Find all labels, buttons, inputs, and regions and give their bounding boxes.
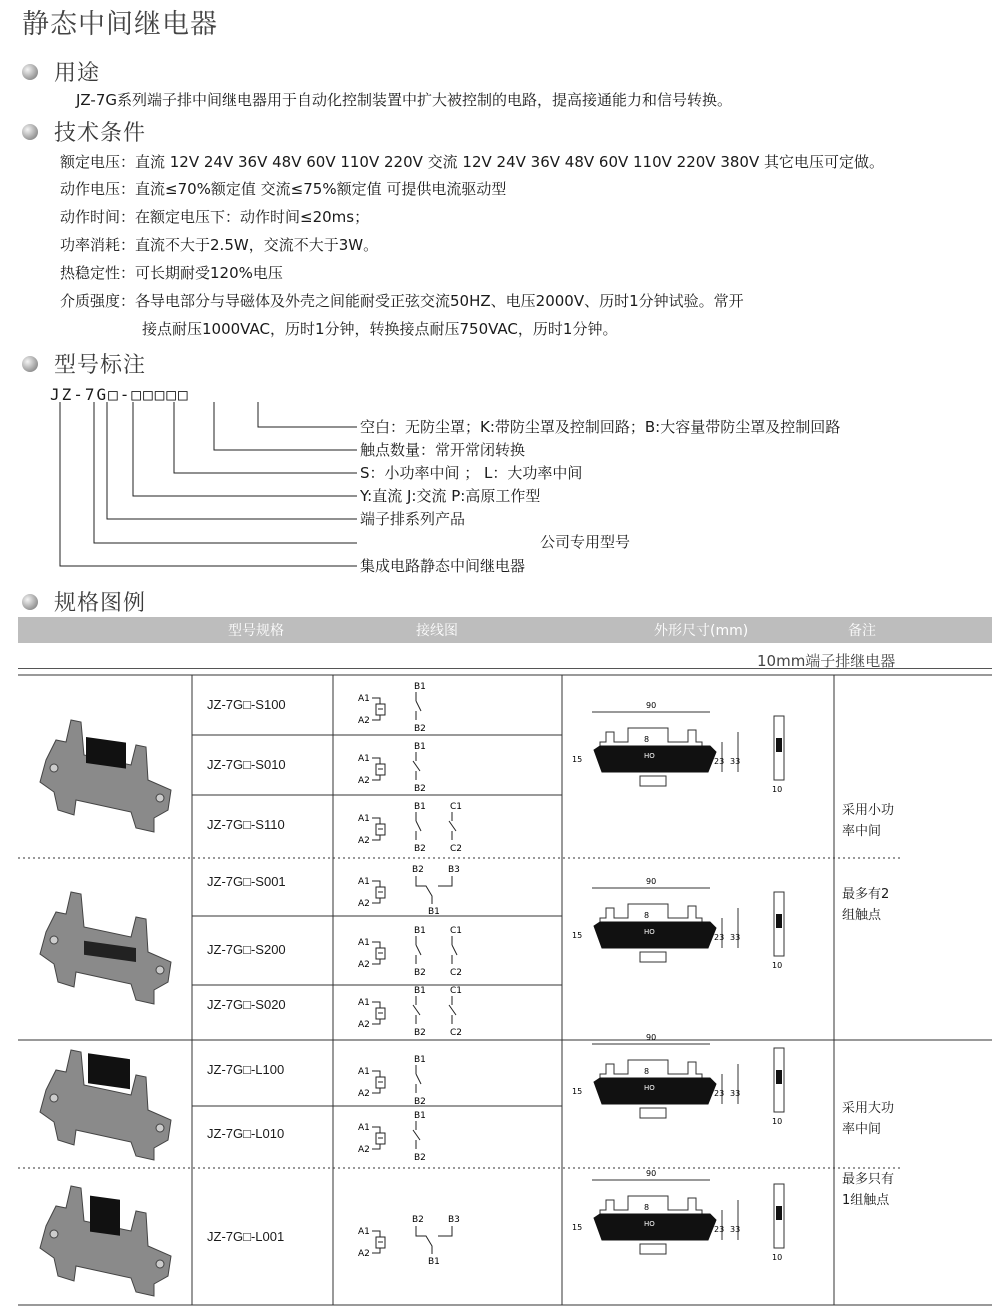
wiring-label-a2: A2 [358, 960, 370, 970]
wiring-label-a2: A2 [358, 899, 370, 909]
dimension-drawing [572, 1033, 784, 1126]
dim-depth: 10 [772, 961, 783, 970]
remark: 采用小功率中间 [842, 803, 895, 839]
dimension-drawing [572, 1169, 784, 1262]
section-heading: 规格图例 [54, 591, 147, 616]
usage-text: JZ-7G系列端子排中间继电器用于自动化控制装置中扩大被控制的电路，提高接通能力和信号转换。 [76, 91, 733, 109]
dim-depth: 10 [772, 1253, 783, 1262]
model-name: JZ-7G□-L100 [207, 1062, 285, 1077]
dim-pin: 8 [644, 1203, 650, 1212]
dim-width: 90 [646, 1169, 657, 1178]
wiring-label: B1 [414, 1055, 426, 1065]
dim-width: 90 [646, 877, 657, 886]
dim-h1: 23 [714, 1089, 725, 1098]
wiring-label-b1: B1 [428, 907, 440, 917]
header-wiring: 接线图 [416, 623, 458, 639]
wiring-label: B1 [414, 802, 426, 812]
wiring-label-a1: A1 [358, 998, 370, 1008]
dim-side: 15 [572, 1087, 583, 1096]
wiring-label-a1: A1 [358, 1067, 370, 1077]
dim-h1: 23 [714, 933, 725, 942]
dim-h2: 33 [730, 1089, 741, 1098]
wiring-label-a2: A2 [358, 1145, 370, 1155]
dim-side: 15 [572, 755, 583, 764]
wiring-label-a2: A2 [358, 776, 370, 786]
wiring-label: C2 [450, 1028, 463, 1038]
rail-clip [640, 776, 666, 786]
dim-side: 15 [572, 1223, 583, 1232]
wiring-label: B1 [414, 926, 426, 936]
model-name: JZ-7G□-L010 [207, 1126, 285, 1141]
tech-line: 动作时间：在额定电压下：动作时间≤20ms； [60, 208, 370, 226]
dim-side: 15 [572, 931, 583, 940]
dim-mark: HO [644, 752, 655, 760]
wiring-label: B2 [414, 724, 426, 734]
remark: 最多有2组触点 [842, 887, 890, 923]
model-name: JZ-7G□-L001 [207, 1229, 285, 1244]
wiring-label: C1 [450, 802, 463, 812]
wiring-label-b3: B3 [448, 1215, 460, 1225]
wiring-label-a2: A2 [358, 716, 370, 726]
relay-side-body [776, 914, 782, 928]
wiring-label: B2 [414, 968, 426, 978]
wiring-label-b3: B3 [448, 865, 460, 875]
model-name: JZ-7G□-S100 [207, 697, 286, 712]
dim-h1: 23 [714, 757, 725, 766]
wiring-label: B2 [414, 1153, 426, 1163]
tech-line-continuation: 接点耐压1000VAC，历时1分钟，转换接点耐压750VAC，历时1分钟。 [142, 320, 618, 338]
relay-side-body [776, 1206, 782, 1220]
dimension-drawing [572, 877, 784, 970]
dim-depth: 10 [772, 1117, 783, 1126]
wiring-label: B1 [414, 986, 426, 996]
relay-side-body [776, 1070, 782, 1084]
relay-outline [600, 728, 702, 746]
dim-h2: 33 [730, 757, 741, 766]
wiring-label-a2: A2 [358, 836, 370, 846]
header-model: 型号规格 [228, 623, 284, 639]
legend-item: 空白：无防尘罩；K:带防尘罩及控制回路；B:大容量带防尘罩及控制回路 [360, 418, 841, 436]
dim-h2: 33 [730, 933, 741, 942]
dim-mark: HO [644, 1220, 655, 1228]
wiring-label: C2 [450, 844, 463, 854]
wiring-label: B1 [414, 1111, 426, 1121]
model-name: JZ-7G□-S110 [207, 817, 285, 832]
tech-line: 动作电压：直流≤70%额定值 交流≤75%额定值 可提供电流驱动型 [60, 180, 507, 198]
remark: 采用大功率中间 [842, 1101, 895, 1137]
tech-line: 功率消耗：直流不大于2.5W，交流不大于3W。 [60, 236, 379, 254]
dim-width: 90 [646, 701, 657, 710]
wiring-label-a1: A1 [358, 1227, 370, 1237]
tech-line: 热稳定性：可长期耐受120%电压 [60, 264, 283, 282]
section-heading: 技术条件 [54, 121, 147, 146]
wiring-label-a2: A2 [358, 1020, 370, 1030]
header-dimensions: 外形尺寸(mm) [654, 623, 749, 639]
table-caption: 10mm端子排继电器 [757, 652, 896, 670]
dim-width: 90 [646, 1033, 657, 1042]
wiring-label-a1: A1 [358, 938, 370, 948]
wiring-label: B2 [414, 844, 426, 854]
wiring-label: B2 [414, 1097, 426, 1107]
wiring-label-a1: A1 [358, 814, 370, 824]
tech-line: 介质强度：各导电部分与导磁体及外壳之间能耐受正弦交流50HZ、电压2000V、历时1分钟试验。常开 [60, 292, 744, 310]
rail-clip [640, 952, 666, 962]
wiring-label: B2 [414, 784, 426, 794]
wiring-label: C2 [450, 968, 463, 978]
wiring-label: B1 [414, 742, 426, 752]
wiring-label: B2 [414, 1028, 426, 1038]
dim-mark: HO [644, 928, 655, 936]
remark: 最多只有1组触点 [842, 1172, 895, 1208]
dim-depth: 10 [772, 785, 783, 794]
rail-clip [640, 1108, 666, 1118]
wiring-label-a1: A1 [358, 877, 370, 887]
legend-item: 端子排系列产品 [360, 510, 466, 528]
legend-item: Y:直流 J:交流 P:高原工作型 [360, 487, 541, 505]
relay-body [594, 922, 716, 948]
wiring-label: B1 [414, 682, 426, 692]
wiring-label: C1 [450, 926, 463, 936]
relay-body [594, 746, 716, 772]
dim-pin: 8 [644, 735, 650, 744]
wiring-label-a2: A2 [358, 1249, 370, 1259]
relay-outline [600, 1196, 702, 1214]
legend-item: 集成电路静态中间继电器 [360, 557, 526, 575]
model-name: JZ-7G□-S020 [207, 997, 286, 1012]
dim-pin: 8 [644, 911, 650, 920]
relay-outline [600, 1060, 702, 1078]
relay-outline [600, 904, 702, 922]
model-code: JZ-7G□-□□□□□ [50, 385, 190, 404]
header-remarks: 备注 [848, 623, 876, 639]
dim-mark: HO [644, 1084, 655, 1092]
page-title: 静态中间继电器 [22, 9, 218, 40]
dim-pin: 8 [644, 1067, 650, 1076]
wiring-label-b1: B1 [428, 1257, 440, 1267]
relay-body [594, 1214, 716, 1240]
legend-item: 触点数量：常开常闭转换 [360, 441, 526, 459]
wiring-label-b2: B2 [412, 865, 424, 875]
section-heading: 用途 [54, 61, 101, 86]
legend-item: 公司专用型号 [540, 533, 631, 551]
wiring-label-a2: A2 [358, 1089, 370, 1099]
wiring-label-a1: A1 [358, 754, 370, 764]
model-name: JZ-7G□-S001 [207, 874, 286, 889]
rail-clip [640, 1244, 666, 1254]
model-name: JZ-7G□-S200 [207, 942, 286, 957]
relay-body [594, 1078, 716, 1104]
legend-item: S：小功率中间 ； L：大功率中间 [360, 464, 583, 482]
dim-h2: 33 [730, 1225, 741, 1234]
wiring-label-a1: A1 [358, 694, 370, 704]
wiring-label-a1: A1 [358, 1123, 370, 1133]
wiring-label-b2: B2 [412, 1215, 424, 1225]
section-heading: 型号标注 [54, 353, 147, 378]
dimension-drawing [572, 701, 784, 794]
relay-side-body [776, 738, 782, 752]
wiring-label: C1 [450, 986, 463, 996]
dim-h1: 23 [714, 1225, 725, 1234]
model-name: JZ-7G□-S010 [207, 757, 286, 772]
tech-line: 额定电压：直流 12V 24V 36V 48V 60V 110V 220V 交流 12V 24V 36V 48V 60V 110V 220V 380V 其它电压可定做。 [60, 153, 884, 171]
